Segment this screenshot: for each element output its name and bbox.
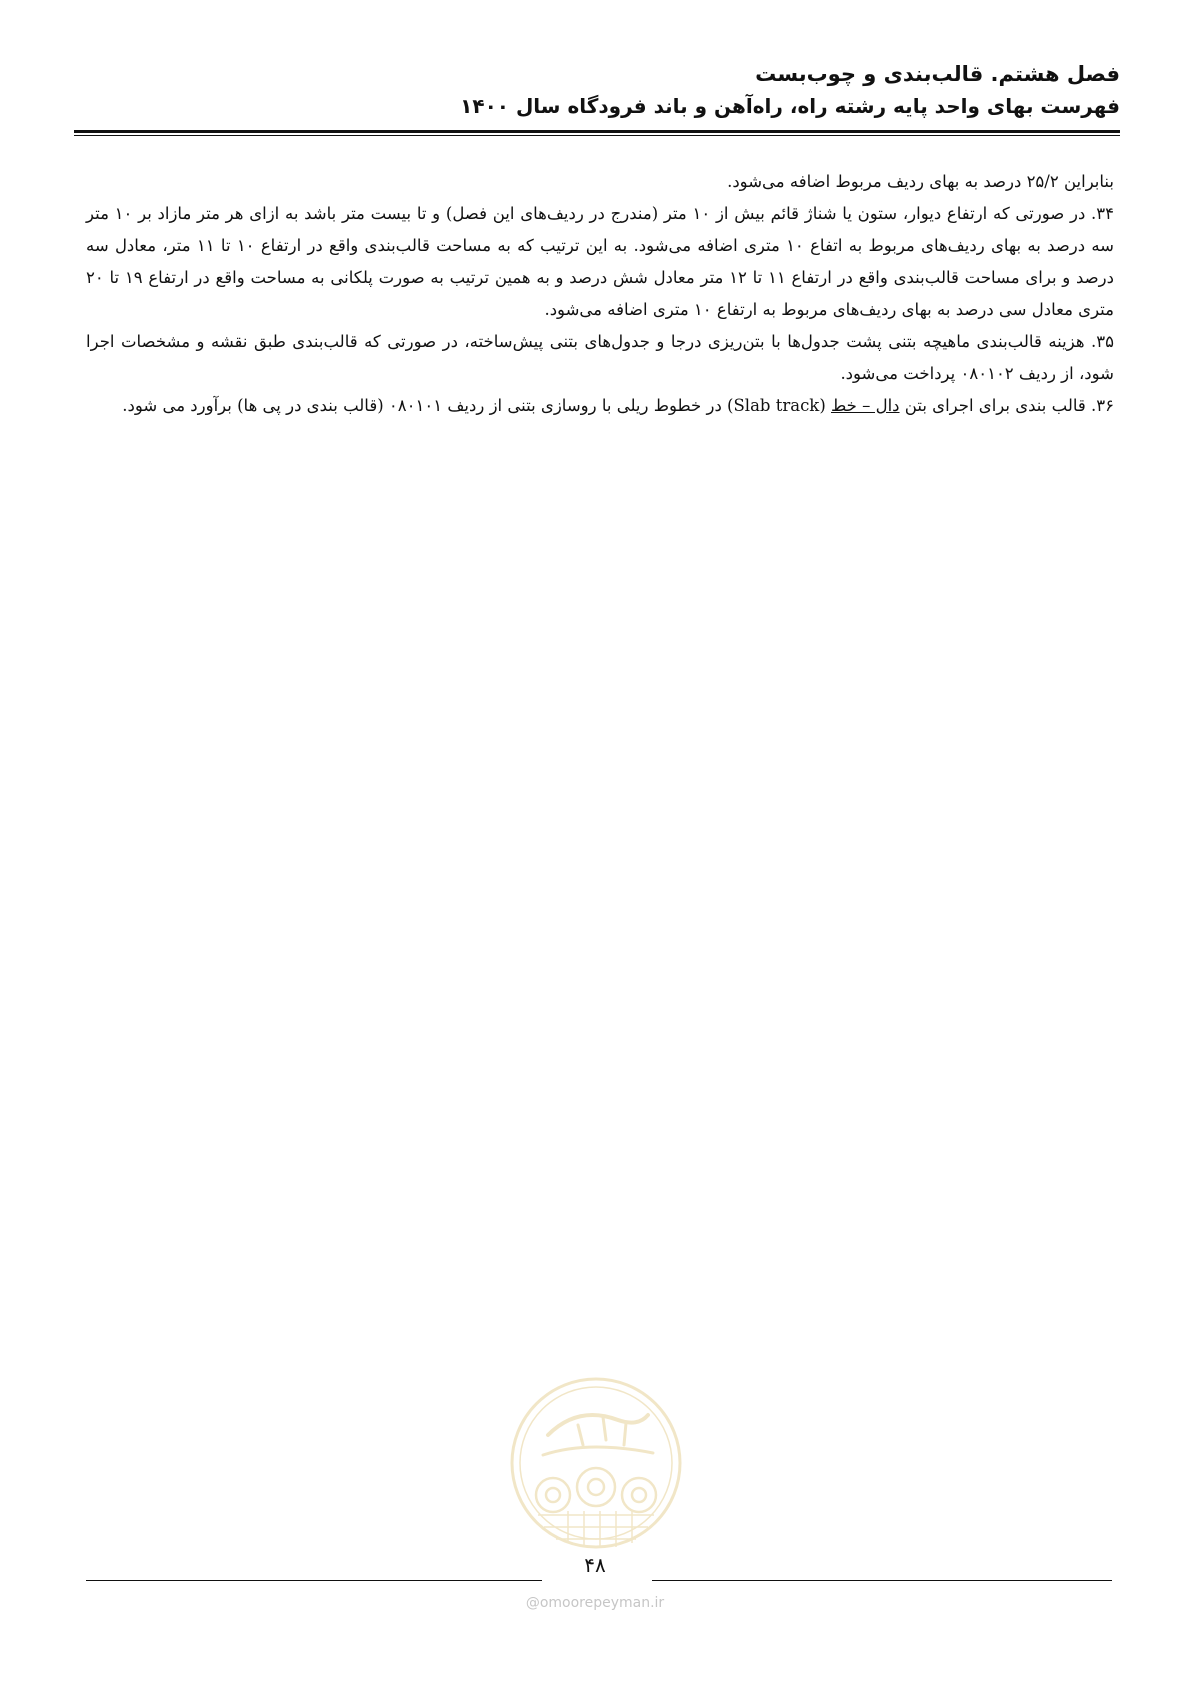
book-title: فهرست بهای واحد پایه رشته راه، راه‌آهن و باند فرودگاه سال ۱۴۰۰ <box>460 94 1120 118</box>
footer-divider-right <box>652 1580 1112 1581</box>
slab-track-term: دال – خط <box>831 396 900 415</box>
paragraph-36-part2: (Slab track) در خطوط ریلی با روسازی بتنی از ردیف ۰۸۰۱۰۱ (قالب بندی در پی ها) برآورد می شود. <box>122 396 831 415</box>
page-header <box>74 58 1120 122</box>
page-number: ۴۸ <box>584 1553 606 1577</box>
paragraph-continuation: بنابراین ۲۵/۲ درصد به بهای ردیف مربوط اضافه می‌شود. <box>727 172 1114 191</box>
footer-website: @omoorepeyman.ir <box>525 1595 665 1611</box>
paragraph-36 <box>86 390 1114 422</box>
header-divider-thick <box>74 130 1120 133</box>
paragraph-36-part1: ۳۶. قالب بندی برای اجرای بتن <box>899 396 1114 415</box>
body-text <box>86 166 1114 422</box>
watermark-logo-icon <box>508 1375 684 1551</box>
paragraph-34: ۳۴. در صورتی که ارتفاع دیوار، ستون یا شناژ قائم بیش از ۱۰ متر (مندرج در ردیف‌های این فصل) و تا بیست متر باشد به ازای هر متر مازاد بر ۱۰ متر سه درصد به بهای ردیف‌های مربوط به اتفاع ۱۰ متری اضافه می‌شود. به این ترتیب که به مساحت قالب‌بندی واقع در ارتفاع ۱۰ تا ۱۱ متر، معادل سه درصد و برای مساحت قالب‌بندی واقع در ارتفاع ۱۱ تا ۱۲ متر معادل شش درصد و به همین ترتیب به صورت پلکانی به مساحت واقع در ارتفاع ۱۹ تا ۲۰ متری معادل سی درصد به بهای ردیف‌های مربوط به ارتفاع ۱۰ متری اضافه می‌شود. <box>86 204 1114 319</box>
header-divider-thin <box>74 135 1120 136</box>
paragraph-35: ۳۵. هزینه قالب‌بندی ماهیچه بتنی پشت جدول‌ها با بتن‌ریزی درجا و جدول‌های بتنی پیش‌ساخته، در صورتی که قالب‌بندی طبق نقشه و مشخصات اجرا شود، از ردیف ۰۸۰۱۰۲ پرداخت می‌شود. <box>86 332 1114 383</box>
chapter-title: فصل هشتم. قالب‌بندی و چوب‌بست <box>755 62 1120 86</box>
footer-divider-left <box>86 1580 542 1581</box>
